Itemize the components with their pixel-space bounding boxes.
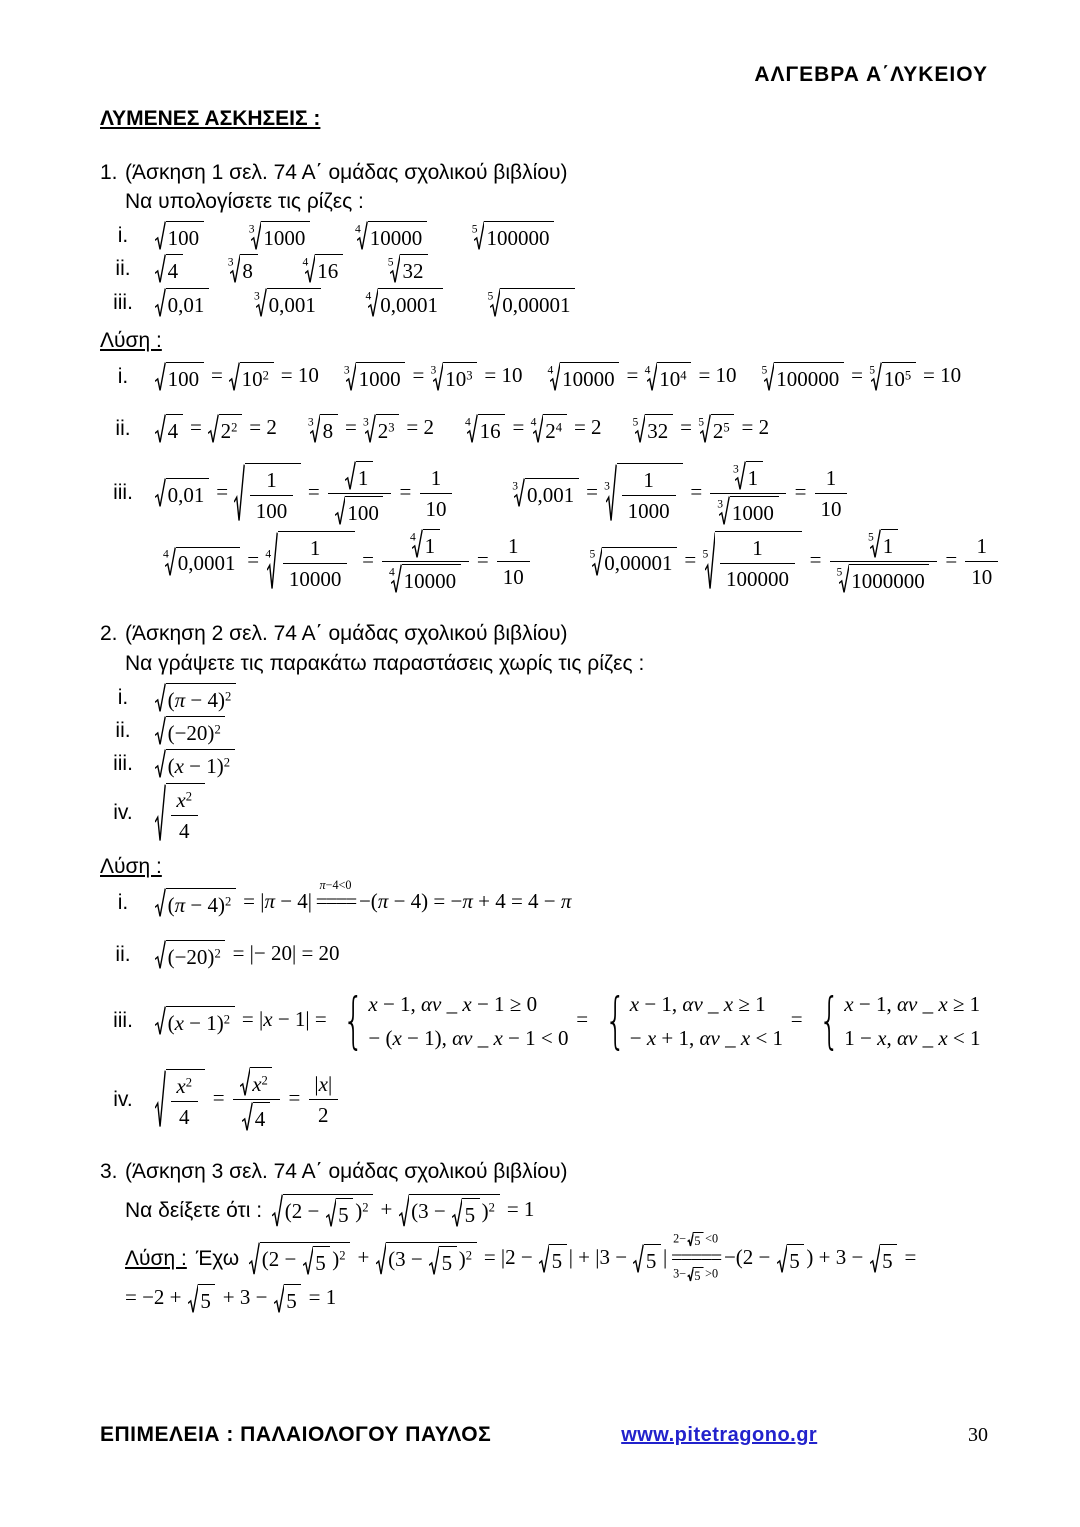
item-label: iv.: [113, 801, 133, 825]
solution-row-iii: [100, 984, 988, 1056]
item-label: ii.: [115, 943, 131, 967]
given-row-iii: [100, 288, 988, 318]
solution-label: Λύση :: [100, 854, 162, 878]
exercise-number: 2.: [100, 622, 118, 646]
page-number: 30: [968, 1424, 988, 1446]
exercise-number: 3.: [100, 1160, 118, 1184]
formula: $(\pi - 4)^2$ = |π − 4| π−4<0 ==== −(π − 4) = −π + 4 = 4 − π: [154, 888, 571, 918]
section-heading: ΛΥΜΕΝΕΣ ΑΣΚΗΣΕΙΣ :: [100, 107, 321, 131]
solution-row-ii: [100, 940, 988, 970]
exercise-prompt: Να υπολογίσετε τις ρίζες :: [125, 189, 364, 213]
formula-list: 4 3 8 4 16 5 32: [154, 254, 430, 284]
exercise-title: (Άσκηση 1 σελ. 74 Α΄ ομάδας σχολικού βιβλίου): [125, 160, 568, 184]
solution-intro: Έχω: [195, 1246, 240, 1270]
formula-list: 4 = $2^2$ = 2 3 8 = 3 $2^3$ = 2 4 16 = 4 $2^4$ = 2 5 32 = 5 $2^5$ = 2: [154, 414, 769, 444]
section-heading-wrap: [100, 88, 988, 132]
formula: (2 − 5 )$^2$ + (3 − 5 )$^2$ = 1: [271, 1194, 534, 1228]
formula-list: 0,01 = $\frac{1}{100}$ = $\frac{1}{100}$ = $\frac{1}{10}$ 3 0,001 = 3 $\frac{1}{1000}$ = 3 1 3 1000 = $\frac{1}{10}$: [154, 461, 850, 526]
formula: $(-20)^2$: [154, 716, 227, 746]
given-row-iv: [100, 783, 988, 844]
solution-row-ii: [100, 414, 988, 444]
given-row-ii: [100, 254, 988, 284]
footer-website-link[interactable]: www.pitetragono.gr: [621, 1424, 818, 1446]
formula-list: 0,01 3 0,001 4 0,0001 5 0,00001: [154, 288, 577, 318]
solution-row-i: [100, 877, 988, 918]
formula-list: 100 = $10^2$ = 10 3 1000 = 3 $10^3$ = 10 4 10000 = 4 $10^4$ = 10 5 100000 = 5 $10^5$ = 10: [154, 362, 961, 392]
item-label: iii.: [113, 752, 133, 776]
solution-label: Λύση :: [125, 1246, 187, 1270]
item-label: iii.: [113, 290, 133, 314]
exercise-title: (Άσκηση 3 σελ. 74 Α΄ ομάδας σχολικού βιβλίου): [125, 1160, 568, 1184]
given-row-ii: [100, 716, 988, 746]
exercise-2-head: [100, 621, 988, 647]
item-label: i.: [117, 365, 129, 389]
prompt-text: Να δείξετε ότι :: [125, 1198, 263, 1222]
formula: $\frac{x^2}{4}$: [154, 783, 207, 844]
formula: = −2 + 5 + 3 − 5 = 1: [125, 1285, 337, 1314]
item-label: i.: [117, 685, 129, 709]
solution-row-iv: [100, 1067, 988, 1132]
formula: $\frac{x^2}{4}$ = $\frac{x^2}{4}$ = $\frac{|x|}{2}$: [154, 1067, 341, 1132]
exercise-title: (Άσκηση 2 σελ. 74 Α΄ ομάδας σχολικού βιβλίου): [125, 622, 568, 646]
exercise-3-prompt-row: [125, 1194, 988, 1228]
formula: $(x - 1)^2$ = |x − 1| = { x − 1, αν _ x − 1 ≥ 0 − (x − 1), αν _ x − 1 < 0 = { x − 1, αν _ x ≥ 1 − x + 1, αν _ x < 1 = { x − 1, αν _ x ≥ 1 1 − x, αν _ x < 1: [154, 991, 983, 1051]
formula: $(-20)^2$ = |− 20| = 20: [154, 940, 340, 970]
given-row-iii: [100, 749, 988, 779]
course-title: ΑΛΓΕΒΡΑ Α΄ΛΥΚΕΙΟΥ: [754, 63, 988, 86]
item-label: ii.: [115, 257, 131, 281]
formula-list: 100 3 1000 4 10000 5 100000: [154, 221, 556, 251]
exercise-3: [100, 1159, 988, 1314]
exercise-prompt: Να γράψετε τις παρακάτω παραστάσεις χωρίς τις ρίζες :: [125, 651, 645, 675]
footer-credit: ΕΠΙΜΕΛΕΙΑ : ΠΑΛΑΙΟΛΟΓΟΥ ΠΑΥΛΟΣ: [100, 1423, 492, 1446]
formula-list: 4 0,0001 = 4 $\frac{1}{10000}$ = 4 1 4 10000 = $\frac{1}{10}$ 5 0,00001 = 5 $\frac{1}{100000}$ = 5 1 5 1000000 = $\frac{1}{10}$: [162, 529, 1001, 594]
solution-row-i: [100, 362, 988, 392]
exercise-1-head: [100, 160, 988, 186]
item-label: i.: [117, 891, 129, 915]
formula: $(\pi - 4)^2$: [154, 683, 238, 713]
page-footer: [100, 1422, 988, 1448]
item-label: i.: [117, 224, 129, 248]
exercise-1: [100, 160, 993, 595]
item-label: ii.: [115, 719, 131, 743]
exercise-3-solution-row-2: [125, 1284, 988, 1314]
formula: (2 − 5 )$^2$ + (3 − 5 )$^2$ = |2 − 5 | + |3 − 5 | 2− 5 <0 ===== 3− 5 >0 −(2 − 5 ) + 3 − 5 =: [248, 1242, 916, 1276]
solution-label: Λύση :: [100, 328, 162, 352]
item-label: iv.: [113, 1087, 133, 1111]
item-label: iii.: [113, 481, 133, 505]
given-row-i: [100, 221, 988, 251]
exercise-number: 1.: [100, 160, 118, 184]
solution-row-iii: [100, 461, 988, 526]
exercise-2: [100, 621, 988, 1132]
page-header: [100, 62, 988, 88]
item-label: iii.: [113, 1008, 133, 1032]
exercise-3-solution-row: [125, 1231, 988, 1283]
exercise-3-head: [100, 1159, 988, 1185]
solution-row-iii-cont: [100, 529, 993, 594]
formula: $(x - 1)^2$: [154, 749, 237, 779]
item-label: ii.: [115, 417, 131, 441]
given-row-i: [100, 683, 988, 713]
